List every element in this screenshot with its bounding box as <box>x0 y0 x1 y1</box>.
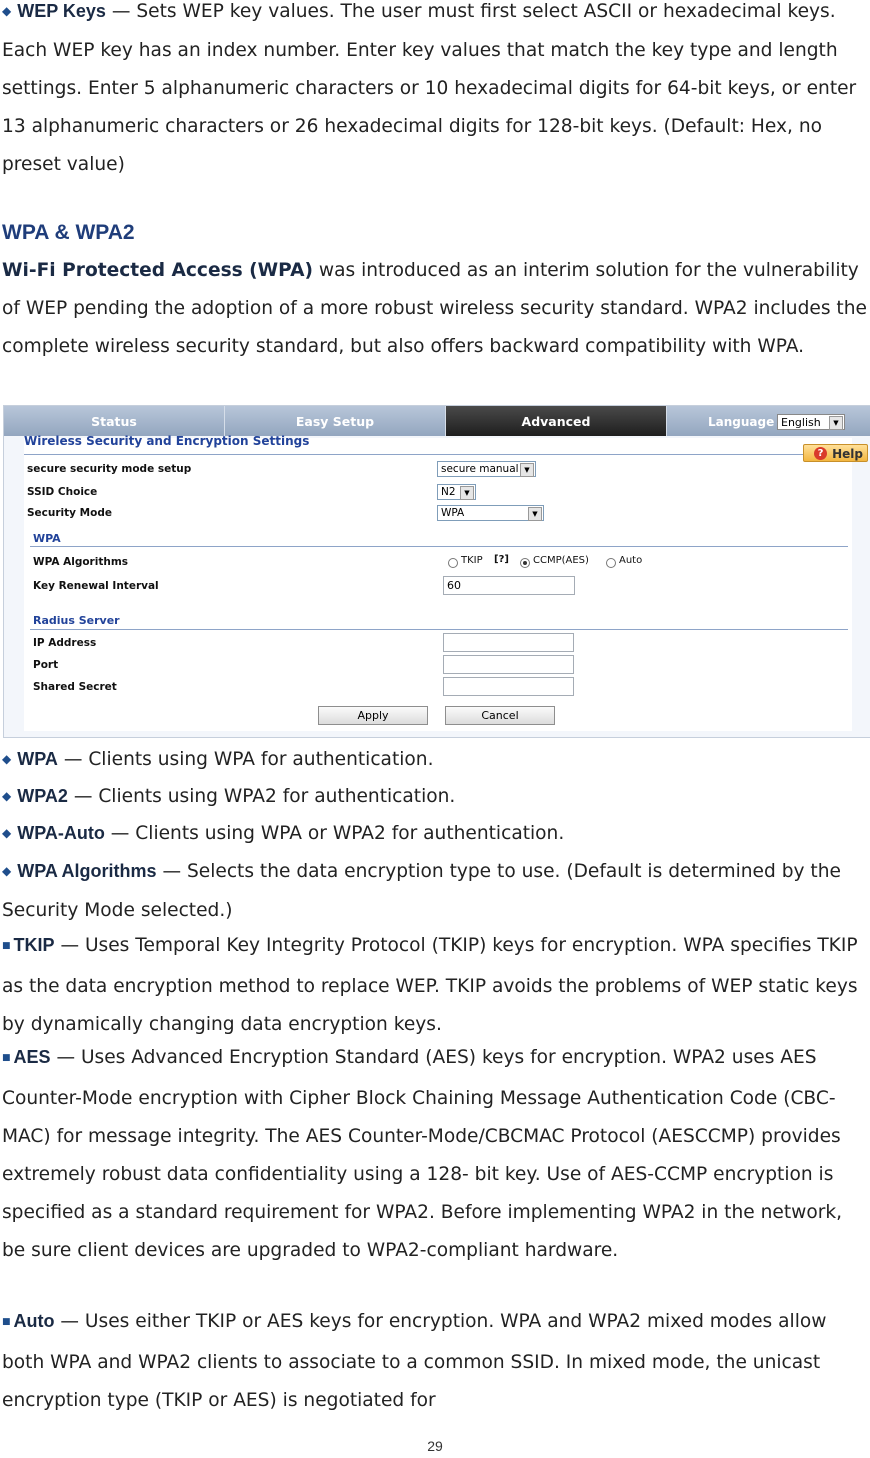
tkip-help-link[interactable]: [?] <box>494 554 509 565</box>
mode-setup-value: secure manual <box>441 463 519 475</box>
diamond-bullet-icon: ◆ <box>2 826 12 840</box>
divider <box>24 454 848 455</box>
ssid-choice-value: N2 <box>441 486 456 498</box>
square-bullet-icon: ■ <box>2 941 11 951</box>
diamond-bullet-icon: ◆ <box>2 789 12 803</box>
wpa-intro-term: Wi-Fi Protected Access (WPA) <box>2 260 313 281</box>
chevron-down-icon: ▼ <box>460 486 474 500</box>
help-label: Help <box>832 447 863 461</box>
port-label: Port <box>33 659 59 671</box>
list-item <box>2 814 868 854</box>
mode-setup-label: secure security mode setup <box>27 463 192 475</box>
divider <box>30 629 848 630</box>
radius-section-title: Radius Server <box>33 614 120 627</box>
list-item-text: — Clients using WPA for authentication. <box>57 749 434 770</box>
sub-item-tkip <box>2 926 868 1044</box>
language-label: Language <box>708 415 775 429</box>
radio-ccmp-aes-label: CCMP(AES) <box>533 555 589 566</box>
list-item-term: WPA Algorithms <box>17 861 157 881</box>
radio-ccmp-aes[interactable] <box>520 558 530 568</box>
list-item <box>2 777 868 817</box>
list-item-term: WPA <box>17 749 58 769</box>
radio-tkip-label: TKIP <box>461 555 483 566</box>
radio-tkip[interactable] <box>448 558 458 568</box>
key-renewal-input[interactable]: 60 <box>443 576 575 595</box>
shared-secret-label: Shared Secret <box>33 681 117 693</box>
sub-item-term: TKIP <box>13 935 55 955</box>
page-number: 29 <box>427 1438 443 1454</box>
list-item-term: WPA2 <box>17 786 68 806</box>
list-item-text: — Selects the data encryption type to use. (Default is determined by the Security Mode selected.) <box>2 861 841 921</box>
wep-keys-term: WEP Keys <box>17 1 106 21</box>
list-item-term: WPA-Auto <box>17 823 105 843</box>
port-input[interactable] <box>443 655 574 674</box>
ip-address-label: IP Address <box>33 637 97 649</box>
wep-keys-text: — Sets WEP key values. The user must first select ASCII or hexadecimal keys. Each WEP key has an index number. Enter key values that match the key type and length settings. Enter 5 alphanumeric characters or 10 hexadecimal digits for 64-bit keys, or enter 13 alphanumeric characters or 26 hexadecimal digits for 128-bit keys. (Default: Hex, no preset value) <box>2 1 857 175</box>
mode-setup-select[interactable] <box>437 461 536 477</box>
list-item-text: — Clients using WPA2 for authentication. <box>67 786 456 807</box>
diamond-bullet-icon: ◆ <box>2 752 12 766</box>
ip-address-input[interactable] <box>443 633 574 652</box>
apply-button[interactable]: Apply <box>318 706 428 725</box>
wpa-intro-text: was introduced as an interim solution for the vulnerability of WEP pending the adoption of a more robust wireless security standard. WPA2 includes the complete wireless security standard, but also offers backward compatibility with WPA. <box>2 260 867 357</box>
sub-item-term: AES <box>13 1047 51 1067</box>
sub-item-text: — Uses Advanced Encryption Standard (AES) keys for encryption. WPA2 uses AES Counter-Mode encryption with Cipher Block Chaining Message Authentication Code (CBC-MAC) for message integrity. The AES Counter-Mode/CBCMAC Protocol (AESCCMP) provides extremely robust data confidentiality using a 128- bit key. Use of AES-CCMP encryption is specified as a standard requirement for WPA2. Before implementing WPA2 in the network, be sure client devices are upgraded to WPA2-compliant hardware. <box>2 1047 843 1261</box>
chevron-down-icon: ▼ <box>528 507 542 521</box>
language-value: English <box>781 416 821 429</box>
diamond-bullet-icon: ◆ <box>2 4 12 18</box>
radio-auto[interactable] <box>606 558 616 568</box>
sub-item-term: Auto <box>13 1311 55 1331</box>
radio-auto-label: Auto <box>619 555 643 566</box>
tab-advanced[interactable]: Advanced <box>446 406 667 436</box>
key-renewal-label: Key Renewal Interval <box>33 580 159 592</box>
sub-item-text: — Uses either TKIP or AES keys for encryption. WPA and WPA2 mixed modes allow both WPA and WPA2 clients to associate to a common SSID. In mixed mode, the unicast encryption type (TKIP or AES) is negotiated for <box>2 1311 827 1411</box>
security-mode-value: WPA <box>441 507 465 519</box>
list-item <box>2 852 868 930</box>
cancel-button[interactable]: Cancel <box>445 706 555 725</box>
ssid-choice-select[interactable] <box>437 484 476 500</box>
help-button[interactable] <box>803 444 868 462</box>
chevron-down-icon: ▼ <box>520 463 534 477</box>
ssid-choice-label: SSID Choice <box>27 486 98 498</box>
wpa-algorithms-label: WPA Algorithms <box>33 556 129 568</box>
sub-item-aes <box>2 1038 868 1270</box>
panel-title: Wireless Security and Encryption Settings <box>24 434 310 448</box>
top-nav-tabs <box>4 406 870 436</box>
sub-item-text: — Uses Temporal Key Integrity Protocol (TKIP) keys for encryption. WPA specifies TKIP as the data encryption method to replace WEP. TKIP avoids the problems of WEP static keys by dynamically changing data encryption keys. <box>2 935 858 1035</box>
square-bullet-icon: ■ <box>2 1317 11 1327</box>
wpa-intro-paragraph <box>2 252 868 366</box>
security-mode-select[interactable] <box>437 505 544 521</box>
wep-keys-paragraph <box>2 0 868 184</box>
wpa-section-title: WPA <box>33 532 61 545</box>
chevron-down-icon: ▼ <box>829 416 843 430</box>
tab-status[interactable]: Status <box>4 406 225 436</box>
shared-secret-input[interactable] <box>443 677 574 696</box>
language-select[interactable] <box>777 414 845 430</box>
diamond-bullet-icon: ◆ <box>2 864 12 878</box>
sub-item-auto <box>2 1302 868 1420</box>
divider <box>30 546 848 547</box>
list-item <box>2 740 868 780</box>
security-mode-label: Security Mode <box>27 507 112 519</box>
section-heading-wpa: WPA & WPA2 <box>2 221 135 244</box>
help-icon: ? <box>814 447 827 460</box>
list-item-text: — Clients using WPA or WPA2 for authentication. <box>104 823 565 844</box>
square-bullet-icon: ■ <box>2 1053 11 1063</box>
tab-easy-setup[interactable]: Easy Setup <box>225 406 446 436</box>
